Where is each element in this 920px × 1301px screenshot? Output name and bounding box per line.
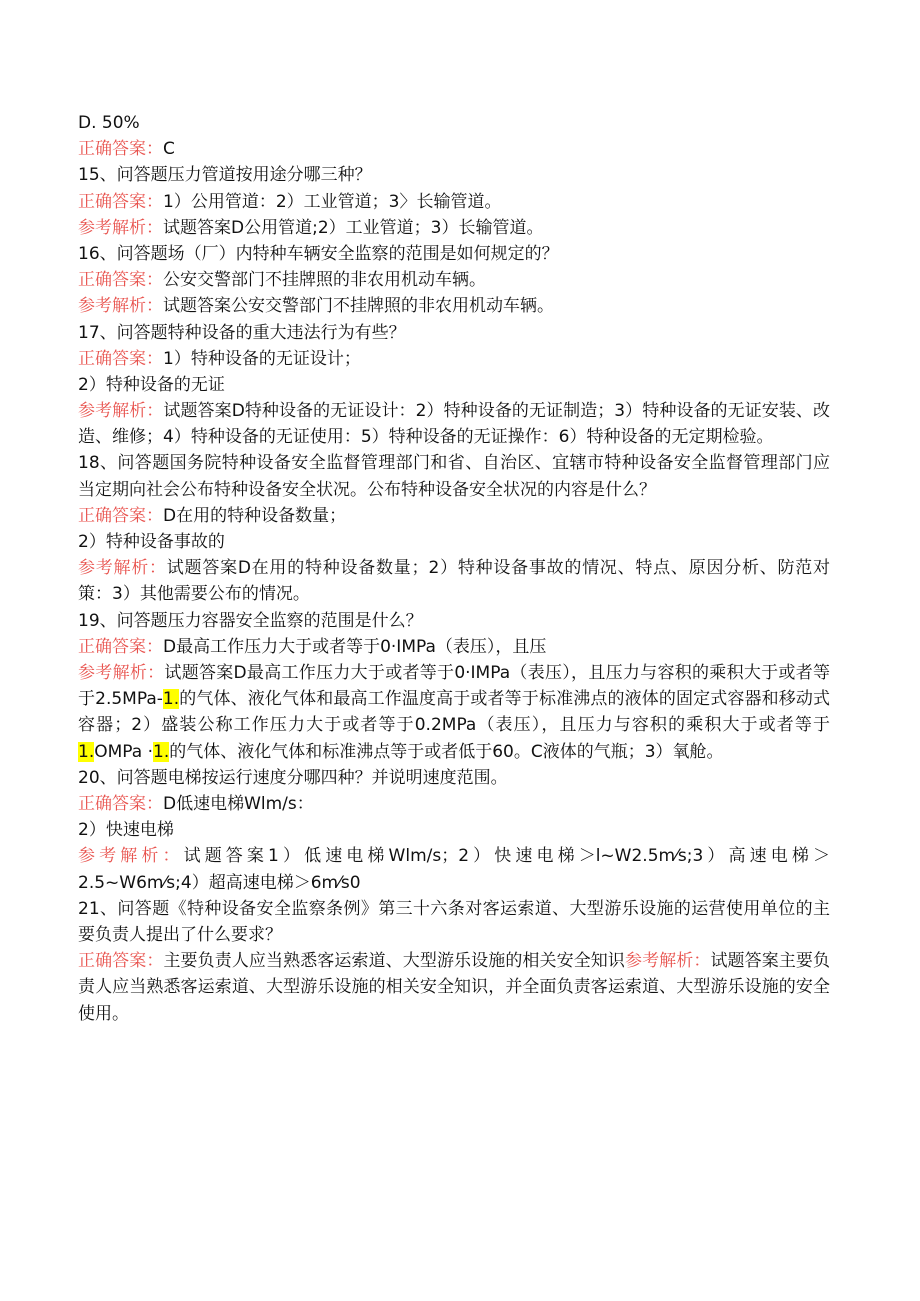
analysis-text: 试题答案主要负责人应当熟悉客运索道、大型游乐设施的相关安全知识，并全面负责客运索道、大型游乐设施的安全使用。 [78,951,831,1024]
answer-text: 2）特种设备的无证 [78,374,225,395]
question-text: 20、问答题电梯按运行速度分哪四种？并说明速度范围。 [78,767,508,788]
answer-text: 公安交警部门不挂牌照的非农用机动车辆。 [163,270,486,291]
answer-15 [78,189,830,215]
answer-text: D低速电梯Wlm/s： [163,794,314,815]
answer-label: 正确答案： [78,636,163,657]
analysis-label: 参考解析： [78,401,164,422]
answer-20-cont [78,817,830,843]
answer-text: D最高工作压力大于或者等于0·IMPa（表压），且压 [163,636,547,657]
analysis-16 [78,293,830,319]
answer-text: 主要负责人应当熟悉客运索道、大型游乐设施的相关安全知识 [163,951,625,972]
analysis-17 [78,398,830,450]
analysis-text: 的气体、液化气体和最高工作温度高于或者等于标准沸点的液体的固定式容器和移动式容器；2）盛装公称工作压力大于或者等于0.2MPa（表压），且压力与容积的乘积大于或者等于 [78,689,830,736]
option-d [78,110,830,136]
question-text: 19、问答题压力容器安全监察的范围是什么？ [78,610,423,631]
answer-text: 2）快速电梯 [78,820,174,841]
question-text: 17、问答题特种设备的重大违法行为有些？ [78,322,406,343]
analysis-text: 试题答案D在用的特种设备数量；2）特种设备事故的情况、特点、原因分析、防范对策：3）其他需要公布的情况。 [78,558,831,605]
analysis-label: 参考解析： [78,846,184,867]
answer-label: 正确答案： [78,794,163,815]
answer-21 [78,948,830,1027]
analysis-text: 的气体、液化气体和标准沸点等于或者低于60。C液体的气瓶；3）氧舱。 [169,741,724,762]
analysis-text: 试题答案D最高工作压力大于或者等于0·IMPa（表压），且压力与容积的乘积大于或者等于2.5MPa- [78,663,830,710]
answer-label: 正确答案： [78,139,163,160]
answer-14 [78,136,830,162]
analysis-text: 试题答案D公用管道;2）工业管道；3）长输管道。 [163,217,544,238]
answer-18 [78,503,830,529]
highlight-mark: 1. [153,741,170,762]
analysis-15 [78,215,830,241]
answer-text: 2）特种设备事故的 [78,532,225,553]
highlight-mark: 1. [78,741,95,762]
analysis-19 [78,660,830,765]
answer-16 [78,267,830,293]
question-15 [78,162,830,188]
answer-label: 正确答案： [78,270,163,291]
answer-17-cont [78,372,830,398]
question-text: 18、问答题国务院特种设备安全监督管理部门和省、自治区、宜辖市特种设备安全监督管理部门应当定期向社会公布特种设备安全状况。公布特种设备安全状况的内容是什么？ [78,453,830,500]
question-text: 16、问答题场（厂）内特种车辆安全监察的范围是如何规定的？ [78,243,559,264]
analysis-label: 参考解析： [78,663,165,684]
analysis-label: 参考解析： [78,296,163,317]
question-21 [78,896,830,948]
analysis-20 [78,843,830,895]
analysis-text: 试题答案公安交警部门不挂牌照的非农用机动车辆。 [163,296,554,317]
analysis-label: 参考解析： [624,951,711,972]
analysis-text: 试题答案1）低速电梯Wlm/s；2）快速电梯＞l~W2.5m⁄s;3）高速电梯＞2.5~W6m⁄s;4）超高速电梯＞6m⁄s0 [78,846,831,893]
qa-content [78,110,830,1027]
answer-label: 正确答案： [78,951,164,972]
analysis-text: 试题答案D特种设备的无证设计：2）特种设备的无证制造；3）特种设备的无证安装、改造、维修；4）特种设备的无证使用：5）特种设备的无证操作：6）特种设备的无定期检验。 [78,401,830,448]
analysis-label: 参考解析： [78,217,163,238]
option-text: D. 50% [78,113,140,133]
answer-text: D在用的特种设备数量； [163,505,347,526]
answer-17 [78,346,830,372]
analysis-label: 参考解析： [78,558,167,579]
answer-20 [78,791,830,817]
answer-18-cont [78,529,830,555]
question-19 [78,608,830,634]
question-text: 15、问答题压力管道按用途分哪三种？ [78,165,372,186]
answer-text: 1）特种设备的无证设计； [163,348,361,369]
analysis-18 [78,555,830,607]
answer-label: 正确答案： [78,348,163,369]
question-16 [78,241,830,267]
answer-label: 正确答案： [78,191,163,212]
analysis-text: OMPa · [94,741,153,762]
answer-text: C [163,139,175,160]
highlight-mark: 1. [162,689,180,710]
answer-text: 1）公用管道：2）工业管道；3〉长输管道。 [163,191,502,212]
question-20 [78,765,830,791]
question-17 [78,320,830,346]
question-text: 21、问答题《特种设备安全监察条例》第三十六条对客运索道、大型游乐设施的运营使用单位的主要负责人提出了什么要求？ [78,898,830,946]
question-18 [78,450,830,502]
answer-19 [78,634,830,660]
answer-label: 正确答案： [78,505,163,526]
